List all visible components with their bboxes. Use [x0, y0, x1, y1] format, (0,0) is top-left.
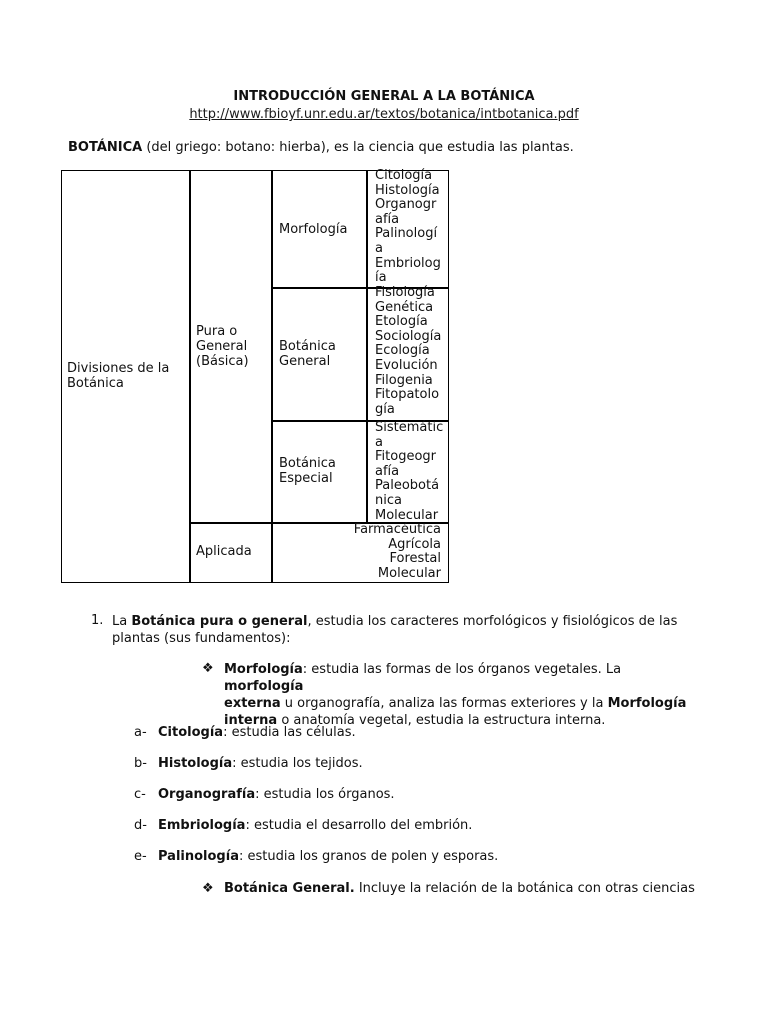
term-bold: morfología — [224, 679, 304, 694]
aplicada-list — [354, 523, 441, 581]
letter-marker: b- — [134, 756, 147, 771]
list-item: a — [375, 240, 383, 256]
intro-paragraph — [68, 140, 574, 155]
list-item: nica — [375, 492, 402, 508]
list-item: afía — [375, 211, 400, 227]
list-item: Fisiología — [375, 285, 435, 300]
list-item: ía — [375, 270, 387, 286]
list-item: Sociología — [375, 328, 442, 344]
divisions-table — [61, 170, 449, 583]
divisiones-label: Divisiones de la Botánica — [67, 361, 170, 391]
term-bold: Morfología — [224, 662, 303, 677]
list-item: Paleobotá — [375, 478, 440, 494]
table-cell-divisiones — [61, 170, 191, 583]
list-item: Molecular — [377, 565, 441, 581]
diamond-bullet-icon: ❖ — [202, 661, 214, 676]
term-desc: : estudia las células. — [223, 725, 356, 740]
term-bold: Organografía — [158, 787, 256, 802]
list-item: a — [375, 434, 383, 450]
morfologia-label: Morfología — [279, 222, 348, 237]
intro-text: (del griego: botano: hierba), es la ciencia que estudia las plantas. — [142, 140, 574, 155]
morfologia-list — [375, 169, 441, 286]
list-item: Farmacéutica — [353, 522, 441, 537]
especial-list — [375, 421, 443, 523]
list-item: Molecular — [375, 507, 439, 523]
item1-pre: La — [112, 614, 132, 629]
text-run: Incluye la relación de la botánica con otras ciencias — [354, 881, 695, 896]
text-run: o anatomía vegetal, estudia la estructura interna. — [277, 713, 606, 728]
term-bold: Embriología — [158, 818, 246, 833]
letter-marker: e- — [134, 849, 147, 864]
list-item: Palinologí — [375, 226, 438, 242]
table-cell-aplicada — [189, 522, 273, 583]
term-desc: : estudia los granos de polen y esporas. — [238, 849, 499, 864]
botanica-general-paragraph — [224, 881, 695, 896]
table-cell-aplicada-list — [271, 522, 449, 583]
table-cell-pura — [189, 170, 273, 524]
aplicada-label: Aplicada — [196, 544, 252, 559]
letter-item — [158, 756, 363, 771]
list-item: Genética — [375, 299, 434, 315]
item1-bold: Botánica pura o general — [131, 614, 308, 629]
list-item: Organogr — [375, 197, 437, 213]
letter-marker: c- — [134, 787, 146, 802]
list-item: Sistemátic — [375, 420, 444, 435]
letter-item — [158, 787, 395, 802]
term-bold: Palinología — [158, 849, 239, 864]
letter-marker: d- — [134, 818, 147, 833]
term-desc: : estudia los órganos. — [255, 787, 395, 802]
list-item: Agrícola — [388, 536, 441, 552]
item1-paragraph — [112, 613, 712, 647]
table-cell-especial-list — [366, 420, 449, 524]
term-desc: : estudia el desarrollo del embrión. — [245, 818, 473, 833]
term-bold: Morfología — [607, 696, 687, 711]
text-run: : estudia las formas de los órganos vegetales. La — [302, 662, 622, 677]
item1-post: , estudia los caracteres morfológicos y fisiológicos de las — [307, 614, 678, 629]
term-desc: : estudia los tejidos. — [232, 756, 363, 771]
list-item: Embriolog — [375, 255, 441, 271]
table-cell-morfologia-list — [366, 170, 449, 289]
source-link[interactable]: http://www.fbioyf.unr.edu.ar/textos/botanica/intbotanica.pdf — [189, 107, 579, 122]
term-bold: Citología — [158, 725, 224, 740]
diamond-bullet-icon: ❖ — [202, 881, 214, 896]
letter-item — [158, 725, 356, 740]
list-item: Ecología — [375, 343, 430, 359]
table-cell-botanica-general — [271, 287, 368, 422]
list-item: afía — [375, 463, 400, 479]
general-list — [375, 286, 441, 417]
list-number: 1. — [91, 613, 104, 628]
table-cell-morfologia — [271, 170, 368, 289]
list-item: Histología — [375, 182, 440, 198]
item1-line2: plantas (sus fundamentos): — [112, 631, 291, 646]
document-title: INTRODUCCIÓN GENERAL A LA BOTÁNICA — [233, 89, 535, 104]
list-item: Forestal — [389, 551, 441, 567]
term-bold: Botánica General. — [224, 881, 355, 896]
list-item: Filogenia — [375, 372, 433, 388]
botanica-especial-label: Botánica Especial — [279, 456, 336, 486]
botanica-general-label: Botánica General — [279, 339, 336, 369]
list-item: gía — [375, 401, 395, 417]
morfologia-paragraph — [224, 661, 704, 729]
list-item: Citología — [375, 168, 433, 183]
text-run: u organografía, analiza las formas exteriores y la — [280, 696, 608, 711]
table-cell-botanica-especial — [271, 420, 368, 524]
term-bold: Histología — [158, 756, 233, 771]
intro-term: BOTÁNICA — [68, 140, 143, 155]
list-item: Fitopatolo — [375, 387, 440, 403]
letter-marker: a- — [134, 725, 147, 740]
list-item: Fitogeogr — [375, 449, 436, 465]
list-item: Evolución — [375, 357, 438, 373]
term-bold: externa — [224, 696, 281, 711]
term-bold: interna — [224, 713, 278, 728]
letter-item — [158, 849, 498, 864]
table-cell-general-list — [366, 287, 449, 422]
letter-item — [158, 818, 472, 833]
pura-label: Pura o General (Básica) — [196, 324, 249, 369]
list-item: Etología — [375, 314, 428, 330]
